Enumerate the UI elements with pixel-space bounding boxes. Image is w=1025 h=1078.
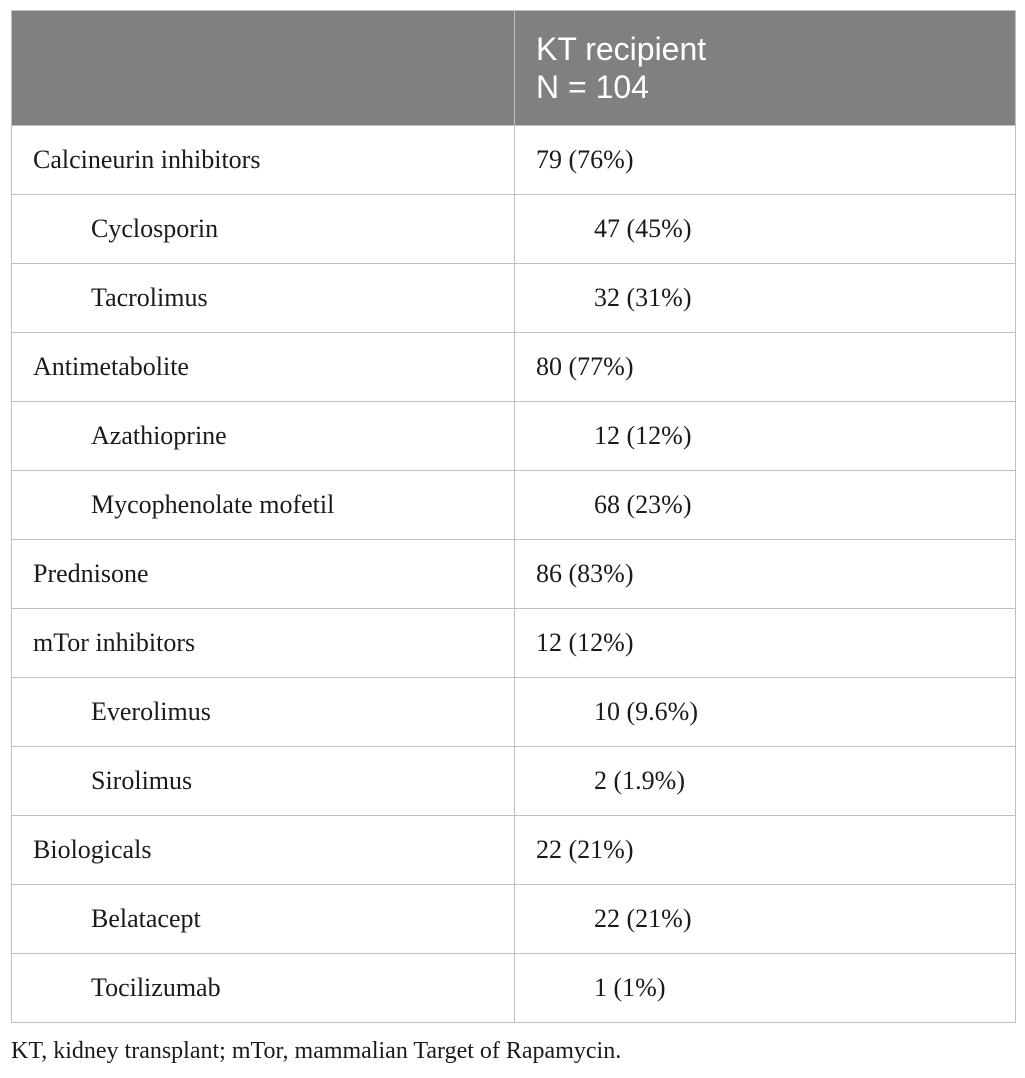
count-percent-cell: 1 (1%) bbox=[515, 954, 1016, 1023]
count-percent-cell: 22 (21%) bbox=[515, 885, 1016, 954]
drug-class-cell: Biologicals bbox=[12, 816, 515, 885]
count-percent-cell: 86 (83%) bbox=[515, 540, 1016, 609]
drug-name-cell: Mycophenolate mofetil bbox=[12, 471, 515, 540]
header-n-label: N = 104 bbox=[536, 69, 649, 105]
header-drug-column bbox=[12, 11, 515, 126]
table-row bbox=[12, 333, 1016, 402]
table-row bbox=[12, 540, 1016, 609]
count-percent-cell: 10 (9.6%) bbox=[515, 678, 1016, 747]
table-row bbox=[12, 195, 1016, 264]
table-header-row bbox=[12, 11, 1016, 126]
drug-class-cell: Prednisone bbox=[12, 540, 515, 609]
count-percent-cell: 32 (31%) bbox=[515, 264, 1016, 333]
drug-name-cell: Cyclosporin bbox=[12, 195, 515, 264]
count-percent-cell: 79 (76%) bbox=[515, 126, 1016, 195]
table-row bbox=[12, 126, 1016, 195]
table-row bbox=[12, 885, 1016, 954]
count-percent-cell: 68 (23%) bbox=[515, 471, 1016, 540]
header-kt-recipient-column bbox=[515, 11, 1016, 126]
count-percent-cell: 2 (1.9%) bbox=[515, 747, 1016, 816]
drug-name-cell: Azathioprine bbox=[12, 402, 515, 471]
table-row bbox=[12, 678, 1016, 747]
drug-class-cell: Antimetabolite bbox=[12, 333, 515, 402]
drug-name-cell: Sirolimus bbox=[12, 747, 515, 816]
table-body bbox=[12, 126, 1016, 1023]
table-row bbox=[12, 747, 1016, 816]
header-group-label: KT recipient bbox=[536, 31, 707, 67]
table-footnote: KT, kidney transplant; mTor, mammalian Target of Rapamycin. bbox=[11, 1038, 622, 1064]
table-row bbox=[12, 471, 1016, 540]
drug-name-cell: Tacrolimus bbox=[12, 264, 515, 333]
immunosuppression-table bbox=[11, 10, 1016, 1023]
table-row bbox=[12, 609, 1016, 678]
count-percent-cell: 47 (45%) bbox=[515, 195, 1016, 264]
drug-class-cell: Calcineurin inhibitors bbox=[12, 126, 515, 195]
drug-name-cell: Everolimus bbox=[12, 678, 515, 747]
count-percent-cell: 22 (21%) bbox=[515, 816, 1016, 885]
count-percent-cell: 12 (12%) bbox=[515, 609, 1016, 678]
count-percent-cell: 80 (77%) bbox=[515, 333, 1016, 402]
drug-name-cell: Belatacept bbox=[12, 885, 515, 954]
table-row bbox=[12, 954, 1016, 1023]
table-row bbox=[12, 402, 1016, 471]
table-row bbox=[12, 264, 1016, 333]
count-percent-cell: 12 (12%) bbox=[515, 402, 1016, 471]
table-row bbox=[12, 816, 1016, 885]
drug-name-cell: Tocilizumab bbox=[12, 954, 515, 1023]
drug-class-cell: mTor inhibitors bbox=[12, 609, 515, 678]
